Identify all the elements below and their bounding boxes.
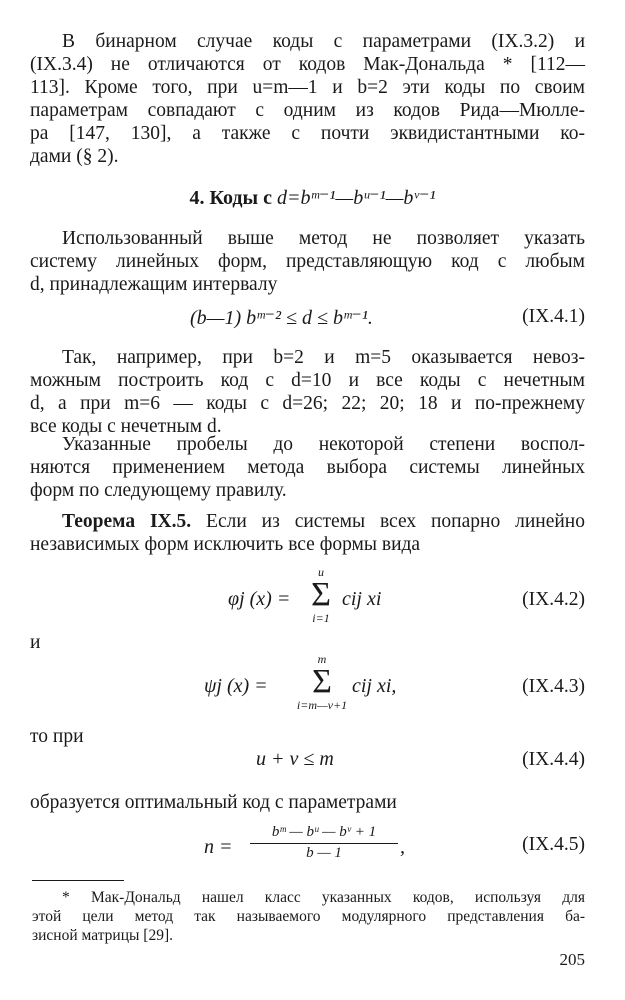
equation-label: (IX.4.5)	[522, 834, 585, 855]
equation-lhs: ψj (x) =	[204, 675, 268, 697]
footnote-line: зисной матрицы [29].	[32, 927, 173, 944]
connector-word: и	[30, 632, 41, 653]
equation-label: (IX.4.1)	[522, 306, 585, 327]
text-line: все коды с нечетным d.	[30, 416, 222, 437]
footnote	[32, 888, 585, 945]
fraction	[250, 824, 398, 862]
section-heading	[0, 185, 625, 210]
text-line: Использованный выше метод не позволяет указать	[62, 228, 585, 249]
theorem-block	[30, 510, 585, 556]
equation-label: (IX.4.4)	[522, 749, 585, 770]
text-line: независимых форм исключить все формы вида	[30, 534, 421, 555]
text-line: В бинарном случае коды с параметрами (IX.3.2) и	[62, 31, 585, 52]
text-line: d, принадлежащим интервалу	[30, 274, 278, 295]
connector-word: то при	[30, 726, 84, 747]
text-line	[30, 510, 585, 533]
text-line: Так, например, при b=2 и m=5 оказывается невоз-	[62, 347, 585, 368]
paragraph-gaps	[30, 433, 585, 502]
equation-lhs: n =	[204, 836, 233, 858]
sigma-symbol: Σ	[312, 663, 332, 700]
fraction-numerator: bᵐ — bᵘ — bᵛ + 1	[250, 824, 398, 844]
text-line: дами (§ 2).	[30, 146, 119, 167]
text-line: d, а при m=6 — коды с d=26; 22; 20; 18 и по-прежнему	[30, 393, 585, 414]
text-line: систему линейных форм, представляющую код с любым	[30, 251, 585, 272]
sum-lower-limit: i=m—v+1	[296, 698, 348, 712]
footnote-line: * Мак-Дональд нашел класс указанных кодов, используя для	[62, 889, 585, 906]
equation-term: cij xi	[342, 588, 382, 610]
equation-ix-4-1: (b—1) bᵐ⁻² ≤ d ≤ bᵐ⁻¹.	[190, 307, 373, 329]
text-line: ра [147, 130], а также с почти эквидистантными ко-	[30, 123, 585, 144]
page-number: 205	[559, 950, 585, 969]
footnote-divider	[32, 880, 124, 881]
connector-word: образуется оптимальный код с параметрами	[30, 792, 397, 813]
heading-prefix: 4. Коды с	[189, 187, 278, 209]
paragraph-method	[30, 227, 585, 296]
theorem-title: Теорема IX.5.	[62, 511, 192, 532]
text-line: 113]. Кроме того, при u=m—1 и b=2 эти коды по своим	[30, 77, 585, 98]
text-line: параметрам совпадают с одним из кодов Рида—Мюлле-	[30, 100, 585, 121]
text-line: можным построить код с d=10 и все коды с нечетным	[30, 370, 585, 391]
sum-lower-limit: i=1	[312, 611, 330, 625]
equation-lhs: φj (x) =	[228, 588, 291, 610]
summation	[282, 653, 362, 711]
sum-upper-limit: m	[317, 652, 327, 666]
equation-label: (IX.4.3)	[522, 676, 585, 697]
sum-upper-limit: u	[318, 565, 324, 579]
text-line: Указанные пробелы до некоторой степени воспол-	[62, 434, 585, 455]
text-line: (IX.3.4) не отличаются от кодов Мак-Дональда * [112—	[30, 54, 585, 75]
text-line: форм по следующему правилу.	[30, 480, 287, 501]
footnote-line: этой цели метод так называемого модулярного представления ба-	[32, 908, 585, 925]
sigma-symbol: Σ	[311, 576, 331, 613]
equation-term: cij xi,	[352, 675, 397, 697]
summation	[306, 566, 336, 624]
heading-formula: d=bᵐ⁻¹—bᵘ⁻¹—bᵛ⁻¹	[277, 187, 436, 209]
text-line: няются применением метода выбора системы линейных	[30, 457, 585, 478]
fraction-denominator: b — 1	[306, 845, 342, 861]
equation-label: (IX.4.2)	[522, 589, 585, 610]
paragraph-intro	[30, 30, 585, 168]
paragraph-example	[30, 346, 585, 438]
equation-ix-4-4: u + v ≤ m	[256, 748, 334, 770]
theorem-text: Если из системы всех попарно линейно	[191, 511, 585, 532]
equation-tail: ,	[400, 836, 405, 858]
